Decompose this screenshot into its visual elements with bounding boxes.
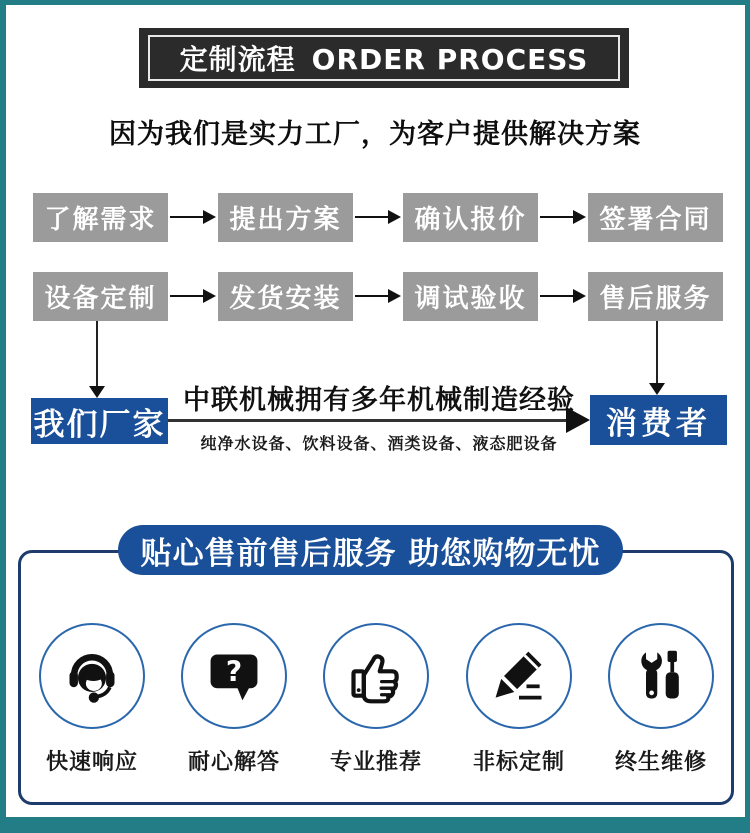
arrow-right-icon	[170, 216, 203, 218]
flow-step-understand-needs: 了解需求	[33, 193, 168, 242]
consumer-box: 消费者	[590, 395, 727, 445]
arrow-right-icon	[355, 295, 388, 297]
tools-icon	[631, 646, 691, 706]
service-label: 快速响应	[45, 750, 138, 775]
experience-title: 中联机械拥有多年机械制造经验	[183, 385, 575, 416]
service-circle	[608, 623, 714, 729]
service-label: 专业推荐	[329, 750, 422, 775]
service-item-lifetime-maintenance	[601, 623, 721, 776]
thumbs-up-icon	[346, 646, 406, 706]
pencil-icon	[489, 646, 549, 706]
service-item-patient-answers	[174, 623, 294, 776]
section-title-cn: 定制流程	[179, 43, 296, 76]
arrow-right-icon	[355, 216, 388, 218]
arrow-right-icon	[540, 216, 573, 218]
section-title	[180, 38, 589, 78]
service-item-nonstandard-custom	[459, 623, 579, 776]
arrow-down-icon	[656, 321, 658, 383]
service-circle	[323, 623, 429, 729]
page-frame-bottom	[0, 817, 750, 833]
flow-step-ship-install: 发货安装	[218, 272, 353, 321]
flow-step-equipment-custom: 设备定制	[33, 272, 168, 321]
experience-subtitle: 纯净水设备、饮料设备、酒类设备、液态肥设备	[200, 434, 558, 453]
page-frame-top	[0, 0, 750, 5]
section-title-en: ORDER PROCESS	[311, 43, 589, 76]
service-label: 非标定制	[472, 750, 565, 775]
service-banner: 贴心售前售后服务 助您购物无忧	[118, 525, 623, 575]
service-circle	[39, 623, 145, 729]
flow-step-debug-accept: 调试验收	[403, 272, 538, 321]
flow-step-confirm-quote: 确认报价	[403, 193, 538, 242]
factory-box: 我们厂家	[31, 398, 168, 444]
flow-step-sign-contract: 签署合同	[588, 193, 723, 242]
service-label: 耐心解答	[187, 750, 280, 775]
service-item-fast-response	[32, 623, 152, 776]
service-item-pro-recommendation	[316, 623, 436, 776]
service-circle	[181, 623, 287, 729]
tagline-text: 因为我们是实力工厂，为客户提供解决方案	[109, 119, 641, 150]
service-circle	[466, 623, 572, 729]
question-bubble-icon	[204, 646, 264, 706]
flow-step-propose-plan: 提出方案	[218, 193, 353, 242]
section-title-banner	[139, 28, 629, 88]
arrow-right-icon	[540, 295, 573, 297]
factory-to-consumer-arrow	[168, 419, 566, 422]
headset-icon	[62, 646, 122, 706]
question-mark-glyph: ?	[225, 655, 243, 689]
arrow-down-icon	[96, 321, 98, 386]
arrow-right-icon	[170, 295, 203, 297]
service-label: 终生维修	[614, 750, 707, 775]
flow-step-after-sales: 售后服务	[588, 272, 723, 321]
